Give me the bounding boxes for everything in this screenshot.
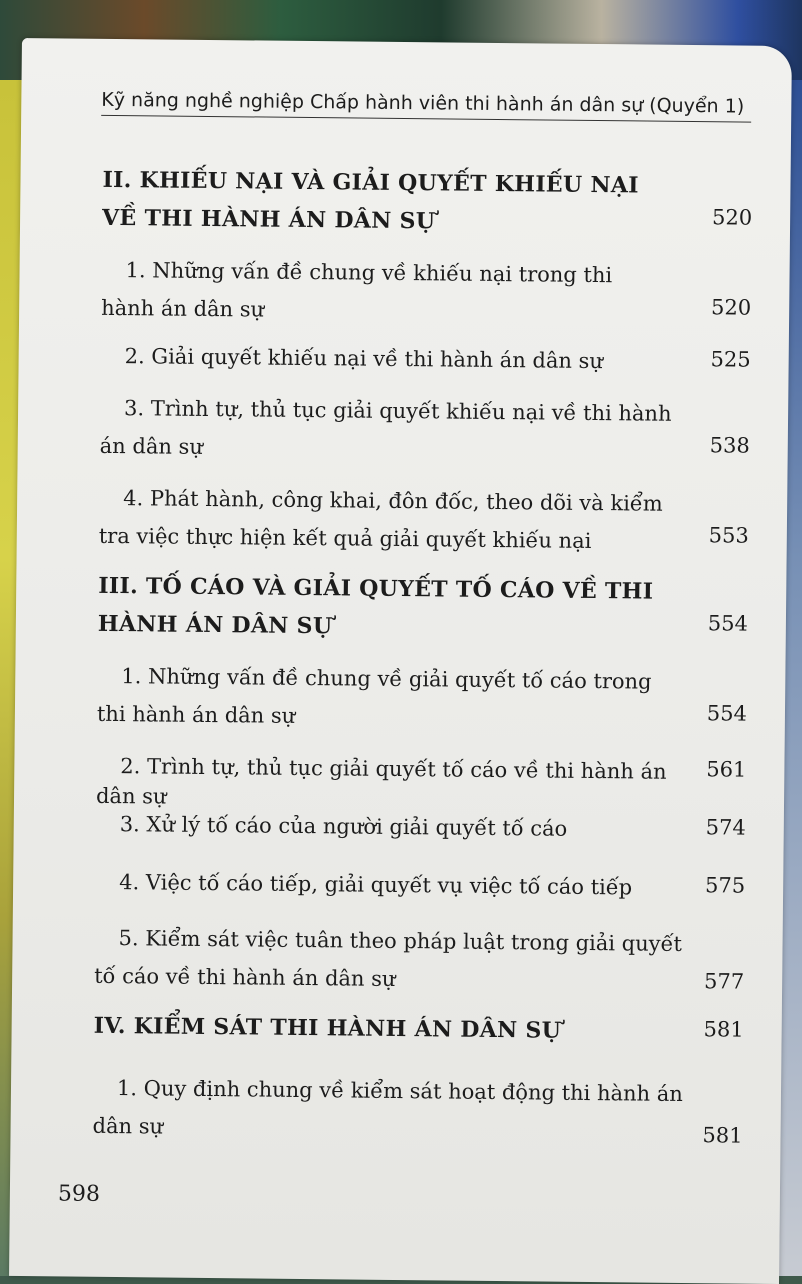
toc-page-number: 554 [707,611,749,636]
toc-entry-title: 1. Quy định chung về kiểm sát hoạt động thi hành án dân sự [92,1076,683,1139]
running-header: Kỹ năng nghề nghiệp Chấp hành viên thi hành án dân sự (Quyển 1) [101,89,751,123]
toc-page-number: 575 [704,873,746,898]
toc-entry-title: 3. Trình tự, thủ tục giải quyết khiếu nại về thi hành án dân sự [99,396,672,459]
toc-entry-title: III. TỐ CÁO VÀ GIẢI QUYẾT TỐ CÁO VỀ THI HÀNH ÁN DÂN SỰ [97,572,654,640]
toc-item [101,251,752,334]
toc-entry-title: 4. Việc tố cáo tiếp, giải quyết vụ việc tố cáo tiếp [119,870,633,900]
toc-entry-title: 1. Những vấn đề chung về giải quyết tố cáo trong thi hành án dân sự [96,664,652,728]
toc-page-number: 581 [703,1017,744,1042]
toc-item [96,809,746,846]
toc-page-number: 574 [705,815,746,840]
toc-entry-title: 1. Những vấn đề chung về khiếu nại trong thi hành án dân sự [101,258,613,322]
toc-page-number: 553 [708,523,749,548]
page-number: 598 [57,1181,101,1207]
toc-item [94,919,745,1002]
toc-item [100,389,751,472]
toc-entry-title: 2. Trình tự, thủ tục giải quyết tố cáo về thi hành án dân sự [95,754,667,809]
toc-entry-title: 4. Phát hành, công khai, đôn đốc, theo dõi và kiểm tra việc thực hiện kết quả giải quyết khiếu nại [98,486,663,553]
toc-entry-title: 2. Giải quyết khiếu nại về thi hành án dân sự [124,344,604,374]
toc-item [92,1069,743,1152]
toc-item [95,867,745,904]
toc-page-number: 538 [709,433,750,458]
toc-page-number: 554 [706,701,748,726]
toc-page-number: 581 [702,1123,743,1148]
toc-entry-title: IV. KIỂM SÁT THI HÀNH ÁN DÂN SỰ [93,1012,562,1044]
toc-entry-title: 5. Kiểm sát việc tuân theo pháp luật trong giải quyết tố cáo về thi hành án dân sự [94,926,683,991]
toc-page-number: 525 [710,347,751,372]
toc-item [96,751,747,818]
toc-page-number: 577 [703,969,745,994]
toc-item [97,657,748,740]
toc-page-number: 561 [706,757,747,782]
toc-section-3 [98,567,749,650]
toc-page-number: 520 [710,295,752,320]
toc-entry-title: II. KHIẾU NẠI VÀ GIẢI QUYẾT KHIẾU NẠI VỀ THI HÀNH ÁN DÂN SỰ [101,166,639,235]
book-page [9,38,792,1284]
toc-page-number: 520 [711,205,753,230]
toc-section-2 [102,161,753,244]
toc-section-4 [94,1011,744,1048]
toc-item [101,341,751,378]
toc-item [99,479,750,562]
toc-entry-title: 3. Xử lý tố cáo của người giải quyết tố cáo [119,812,568,841]
